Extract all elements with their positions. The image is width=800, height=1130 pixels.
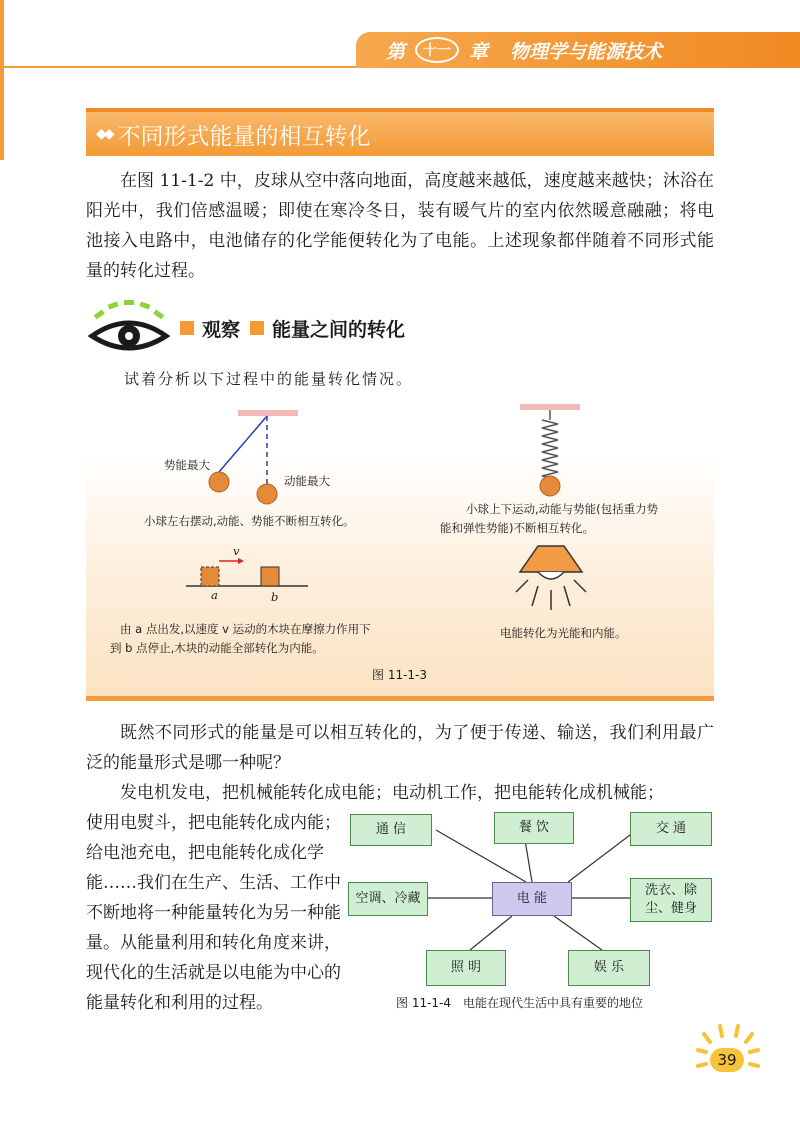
node-aircon: 空调、冷藏 xyxy=(348,882,428,916)
node-communication: 通 信 xyxy=(350,814,432,846)
block-caption-line2: 到 b 点停止,木块的动能全部转化为内能。 xyxy=(110,641,324,655)
node-catering: 餐 饮 xyxy=(494,812,574,844)
chapter-suffix: 章 xyxy=(469,40,489,63)
spring-drawing xyxy=(520,404,580,496)
section-heading xyxy=(86,108,714,156)
left-accent-bar xyxy=(0,0,4,160)
lamp-drawing xyxy=(516,546,586,610)
paragraph-question: 既然不同形式的能量是可以相互转化的，为了便于传递、输送，我们利用最广泛的能量形式是哪一种呢？ xyxy=(86,723,714,773)
velocity-label: v xyxy=(233,544,240,558)
chapter-number-badge: 十一 xyxy=(415,37,459,63)
block-caption-line1: 由 a 点出发,以速度 v 运动的木块在摩擦力作用下 xyxy=(120,622,371,636)
node-laundry xyxy=(630,878,712,922)
paragraph-examples-rest: 使用电熨斗，把电能转化成内能；给电池充电，把电能转化成化学能……我们在生产、生活、工作中不断地将一种能量转化为另一种能量。从能量利用和转化角度来讲，现代化的生活就是以电能为中心的能量转化和利用的过程。 xyxy=(86,813,341,1013)
chapter-prefix: 第 xyxy=(386,40,406,63)
node-laundry-line1: 洗衣、除 xyxy=(644,883,697,898)
figure-11-1-4-caption: 图 11-1-4 电能在现代生活中具有重要的地位 xyxy=(396,996,644,1010)
node-transport: 交 通 xyxy=(630,812,712,846)
pendulum-caption: 小球左右摆动,动能、势能不断相互转化。 xyxy=(144,514,355,528)
observe-heading xyxy=(176,314,405,342)
section-title: 不同形式能量的相互转化 xyxy=(117,123,371,150)
node-lighting: 照 明 xyxy=(426,950,506,986)
point-b-label: b xyxy=(271,590,279,604)
label-max-kinetic: 动能最大 xyxy=(284,474,330,488)
paragraph-examples-line1: 发电机发电，把机械能转化成电能；电动机工作，把电能转化成机械能； xyxy=(120,783,664,803)
eye-icon xyxy=(88,298,170,358)
diamond-bullet-icon: ◆◆ xyxy=(96,126,112,142)
label-max-potential: 势能最大 xyxy=(164,458,210,472)
paragraph-intro: 在图 11-1-2 中，皮球从空中落向地面，高度越来越低，速度越来越快；沐浴在阳光中，我们倍感温暖；即使在寒冷冬日，装有暖气片的室内依然暖意融融；将电池接入电路中，电池储存的化学能便转化为了电能。上述现象都伴随着不同形式能量的转化过程。 xyxy=(86,171,714,281)
figure-11-1-3-label: 图 11-1-3 xyxy=(372,668,428,682)
node-entertainment: 娱 乐 xyxy=(568,950,650,986)
node-electric-energy: 电 能 xyxy=(492,882,572,916)
lamp-caption: 电能转化为光能和内能。 xyxy=(500,626,627,640)
block-drawing xyxy=(186,558,308,586)
square-bullet-icon xyxy=(250,321,264,335)
point-a-label: a xyxy=(211,588,218,602)
observe-label: 观察 xyxy=(202,318,241,341)
square-bullet-icon xyxy=(180,321,194,335)
observe-title: 能量之间的转化 xyxy=(272,318,406,341)
chapter-title: 物理学与能源技术 xyxy=(510,40,663,63)
spring-caption-line2: 能和弹性势能)不断相互转化。 xyxy=(440,521,594,535)
chapter-header xyxy=(386,36,662,64)
header-rule xyxy=(0,66,366,68)
node-laundry-line2: 尘、健身 xyxy=(644,901,697,916)
page-number: 39 xyxy=(710,1048,744,1072)
observe-intro: 试着分析以下过程中的能量转化情况。 xyxy=(124,370,414,388)
spring-caption-line1: 小球上下运动,动能与势能(包括重力势 xyxy=(466,502,659,516)
